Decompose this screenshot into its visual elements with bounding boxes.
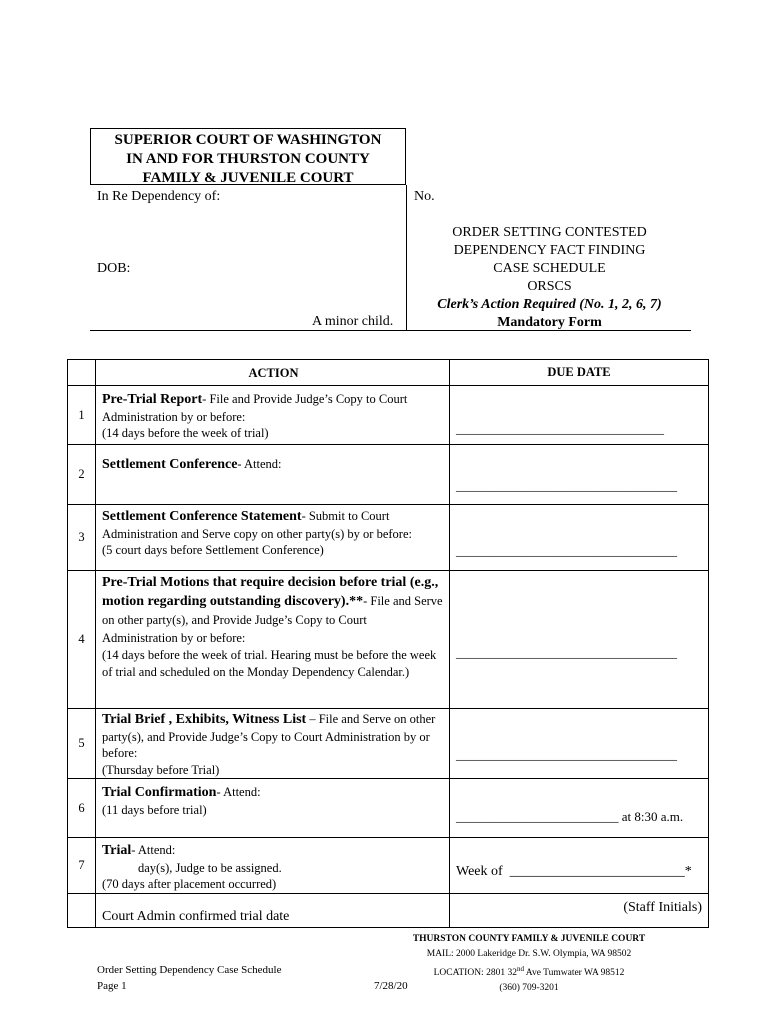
action-column-header: ACTION — [96, 360, 450, 386]
due-date-cell — [450, 505, 709, 571]
due-date-blank[interactable]: __________________________________ — [456, 747, 677, 762]
due-date-blank[interactable]: _________________________* — [509, 864, 692, 879]
document-title-line-2: DEPENDENCY FACT FINDING — [453, 243, 646, 258]
action-title: Trial Confirmation — [102, 785, 217, 800]
action-note: (14 days before the week of trial) — [102, 426, 269, 440]
table-row — [68, 779, 709, 838]
dob-label: DOB: — [97, 261, 131, 276]
row-number: 2 — [68, 445, 96, 505]
action-title: Pre-Trial Report — [102, 392, 203, 407]
minor-child-label: A minor child. — [312, 314, 394, 329]
contact-phone: (360) 709-3201 — [499, 983, 559, 994]
action-note: (70 days after placement occurred) — [102, 877, 277, 891]
table-row — [68, 709, 709, 779]
action-text: - Attend: — [216, 785, 261, 799]
confirmed-trial-date-label: Court Admin confirmed trial date — [102, 909, 290, 924]
action-cell — [96, 893, 450, 927]
action-note: (11 days before trial) — [102, 802, 207, 817]
action-title: Trial — [102, 843, 132, 858]
document-title-line-3: CASE SCHEDULE — [493, 261, 606, 276]
action-cell — [96, 571, 450, 709]
court-name-line-2: IN AND FOR THURSTON COUNTY — [126, 151, 370, 167]
action-note: (Thursday before Trial) — [102, 762, 220, 777]
row-number: 4 — [68, 571, 96, 709]
action-text: – File and Serve on other party(s), and Provide Judge’s Copy to Court Administration by or before: — [102, 712, 436, 760]
case-number-label: No. — [414, 189, 435, 204]
due-date-cell — [450, 571, 709, 709]
in-re-label: In Re Dependency of: — [97, 189, 221, 204]
action-cell — [96, 838, 450, 894]
due-date-blank[interactable]: __________________________________ — [456, 645, 677, 660]
contact-mail-address: MAIL: 2000 Lakeridge Dr. S.W. Olympia, WA 98502 — [426, 949, 632, 959]
footer-revision-date: 7/28/20 — [374, 980, 408, 992]
action-note: (5 court days before Settlement Conference) — [102, 543, 324, 557]
due-date-blank[interactable]: ________________________________ — [456, 421, 664, 436]
caption-divider — [406, 185, 407, 330]
table-row-confirmation — [68, 893, 709, 927]
table-row — [68, 386, 709, 445]
staff-initials-cell[interactable] — [450, 893, 709, 927]
court-name-line-1: SUPERIOR COURT OF WASHINGTON — [114, 132, 382, 148]
action-cell — [96, 386, 450, 445]
court-header-box — [90, 128, 406, 185]
row-number: 3 — [68, 505, 96, 571]
document-title — [408, 224, 691, 332]
footer-form-title: Order Setting Dependency Case Schedule — [97, 964, 282, 976]
table-header-row — [68, 360, 709, 386]
due-date-cell — [450, 779, 709, 838]
due-date-cell — [450, 386, 709, 445]
table-row — [68, 445, 709, 505]
action-cell — [96, 505, 450, 571]
staff-initials-label: (Staff Initials) — [623, 899, 702, 915]
action-text: - Attend: — [237, 457, 282, 471]
action-note: (14 days before the week of trial. Hearing must be before the week of trial and scheduled on the Monday Dependency Calendar.) — [102, 648, 437, 679]
due-date-blank[interactable]: __________________________________ — [456, 543, 677, 558]
week-of-label: Week of — [456, 864, 503, 879]
due-date-blank[interactable]: __________________________________ — [456, 478, 677, 493]
mandatory-form-label: Mandatory Form — [497, 315, 602, 330]
action-text: - File and Provide Judge’s Copy to Court Administration by or before: — [102, 392, 408, 424]
court-contact-block — [398, 932, 660, 996]
clerk-action-note: Clerk’s Action Required (No. 1, 2, 6, 7) — [437, 297, 662, 312]
document-code: ORSCS — [527, 279, 572, 294]
due-date-column-header: DUE DATE — [450, 360, 709, 386]
document-title-line-1: ORDER SETTING CONTESTED — [452, 225, 647, 240]
action-cell — [96, 709, 450, 779]
due-date-cell — [450, 709, 709, 779]
action-text: - Submit to Court Administration and Serve copy on other party(s) by or before: — [102, 509, 412, 541]
action-cell — [96, 445, 450, 505]
case-schedule-table — [67, 359, 709, 928]
action-title: Trial Brief , Exhibits, Witness List — [102, 712, 307, 727]
row-number: 1 — [68, 386, 96, 445]
action-text: - Attend: — [131, 843, 176, 857]
footer-page-number: Page 1 — [97, 980, 127, 992]
court-name-line-3: FAMILY & JUVENILE COURT — [142, 170, 354, 186]
action-title: Settlement Conference — [102, 457, 238, 472]
row-number: 6 — [68, 779, 96, 838]
action-cell — [96, 779, 450, 838]
action-title: Settlement Conference Statement — [102, 509, 302, 524]
table-row — [68, 838, 709, 894]
contact-location: LOCATION: 2801 32nd Ave Tumwater WA 98512 — [433, 965, 625, 979]
header-number-cell — [68, 360, 96, 386]
action-note-days: day(s), Judge to be assigned. — [138, 860, 282, 875]
action-title: Pre-Trial Motions that require decision before trial (e.g., motion regarding outstanding discovery).** — [102, 575, 439, 609]
action-text: - File and Serve on other party(s), and Provide Judge’s Copy to Court Administration by or before: — [102, 594, 443, 645]
contact-court-name: THURSTON COUNTY FAMILY & JUVENILE COURT — [412, 934, 646, 944]
due-date-blank[interactable]: _________________________ at 8:30 a.m. — [456, 809, 684, 824]
row-number: 7 — [68, 838, 96, 894]
due-date-cell — [450, 838, 709, 894]
table-row — [68, 571, 709, 709]
table-row — [68, 505, 709, 571]
row-number-empty — [68, 893, 96, 927]
due-date-cell — [450, 445, 709, 505]
row-number: 5 — [68, 709, 96, 779]
